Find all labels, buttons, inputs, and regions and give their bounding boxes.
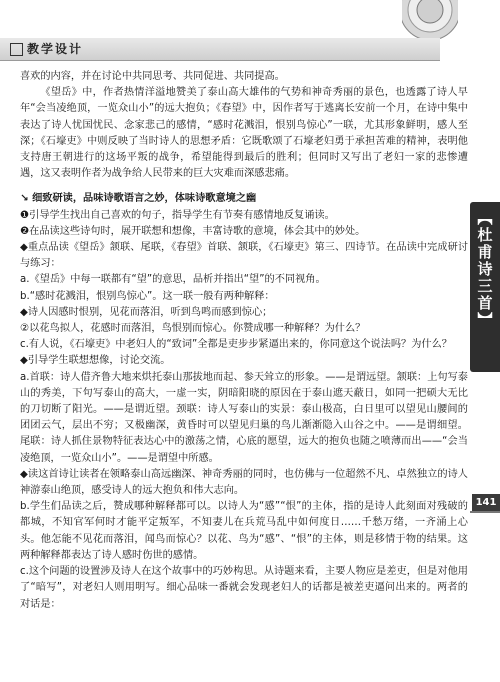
section-heading <box>20 191 468 207</box>
body-text <box>20 69 468 613</box>
list-item: ②以花鸟拟人，花感时而落泪，鸟恨别而惊心。你赞成哪一种解释？为什么？ <box>20 323 366 335</box>
list-item: ◆读这首诗让读者在领略泰山高远幽深、神奇秀丽的同时，也仿佛与一位超然不凡、卓然独立的诗人神游泰山绝顶，感受诗人的远大抱负和伟大志向。 <box>20 468 468 497</box>
question-b: b.“感时花溅泪，恨别鸟惊心”。这一联一般有两种解释： <box>20 290 275 302</box>
page-header <box>0 0 500 62</box>
paragraph: 喜欢的内容，并在讨论中共同思考、共同促进、共同提高。 <box>20 71 285 82</box>
question-a: a.《望岳》中每一联都有“望”的意思，品析并指出“望”的不同视角。 <box>20 274 326 286</box>
list-item: ◆重点品读《望岳》颔联、尾联，《春望》首联、颔联，《石壕吏》第三、四诗节。在品读中完成研讨与练习： <box>20 242 468 270</box>
list-item: ❶引导学生找出自己喜欢的句子，指导学生有节奏有感情地反复诵读。 <box>20 209 335 221</box>
paragraph: 《望岳》中，作者热情洋溢地赞美了泰山高大雄伟的气势和神奇秀丽的景色，也透露了诗人早年“会当凌绝顶，一览众山小”的远大抱负；《春望》中，因作者写于逃离长安前一个月，在诗中集中表达了诗人忧国忧民、念家悲己的感情，“感时花溅泪，恨别鸟惊心”一联，尤其形象鲜明，感人至深；《石壕吏》中则反映了当时诗人的思想矛盾：它既歌颂了石壕老妇勇于承担苦难的精神，表明他支持唐王朝进行的这场平叛的战争，希望能得到最后的胜利；但同时又写出了老妇一家的悲惨遭遇，这又表明作者为战争给人民带来的巨大灾难而深感悲痛。 <box>20 87 468 180</box>
question-c: c.有人说，《石壕吏》中老妇人的“致词”全都是吏步步紧逼出来的，你同意这个说法吗？为什么？ <box>20 339 452 351</box>
list-item: ◆引导学生联想想像，讨论交流。 <box>20 355 171 367</box>
list-item: ◆诗人因感时恨别，见花而落泪，听到鸟鸣而感到惊心； <box>20 306 273 318</box>
side-chapter-tab <box>470 202 500 372</box>
side-tab-label: 【杜甫诗三首】 <box>475 210 494 329</box>
answer-b: b.学生们品读之后，赞成哪种解释都可以。以诗人为“感”“恨”的主体，指的是诗人此刻面对残破的都城，不知官军何时才能平定叛军，不知妻儿在兵荒马乱中如何度日……千愁万绪，一齐涌上心头。他怎能不见花而落泪，闻鸟而惊心？以花、鸟为“感”、“恨”的主体，则是移情于物的结果。这两种解释都表达了诗人感时伤世的感情。 <box>20 501 468 561</box>
answer-c: c.这个问题的设置涉及诗人在这个故事中的巧妙构思。从诗题来看，主要人物应是差吏，但是对他用了“暗写”，对老妇人则用明写。细心品味一番就会发现老妇人的话都是被差吏逼问出来的。两者的对话是： <box>20 566 468 610</box>
section-label: 教学设计 <box>27 42 84 56</box>
page-number-rule <box>470 511 500 513</box>
page-number: 141 <box>472 494 500 511</box>
arrow-icon: ↘ <box>20 193 33 205</box>
header-square-icon <box>10 43 23 56</box>
list-item: ❷在品读这些诗句时，展开联想和想像，丰富诗歌的意境，体会其中的妙处。 <box>20 225 366 237</box>
section-heading-text: 细致研读，品味诗歌语言之妙，体味诗歌意境之幽 <box>32 193 257 205</box>
answer-a: a.首联：诗人借齐鲁大地来烘托泰山那拔地而起、参天耸立的形象。——是谓远望。颔联：上句写泰山的秀美，下句写泰山的高大，一虚一实，阴暗阳晓的原因在于泰山遮天蔽日，如同一把硕大无比的刀切断了阳光。——是谓近望。颈联：诗人写泰山的实景：泰山极高，白日里可以望见山腰间的团团云气，层出不穷；又极幽深，黄昏时可以望见归巢的鸟儿渐渐隐入山谷之中。——是谓细望。尾联：诗人抓住景物特征表达心中的激荡之情，心底的愿望，远大的抱负也随之喷薄而出——“会当凌绝顶，一览众山小”。——是谓望中所感。 <box>20 371 468 464</box>
